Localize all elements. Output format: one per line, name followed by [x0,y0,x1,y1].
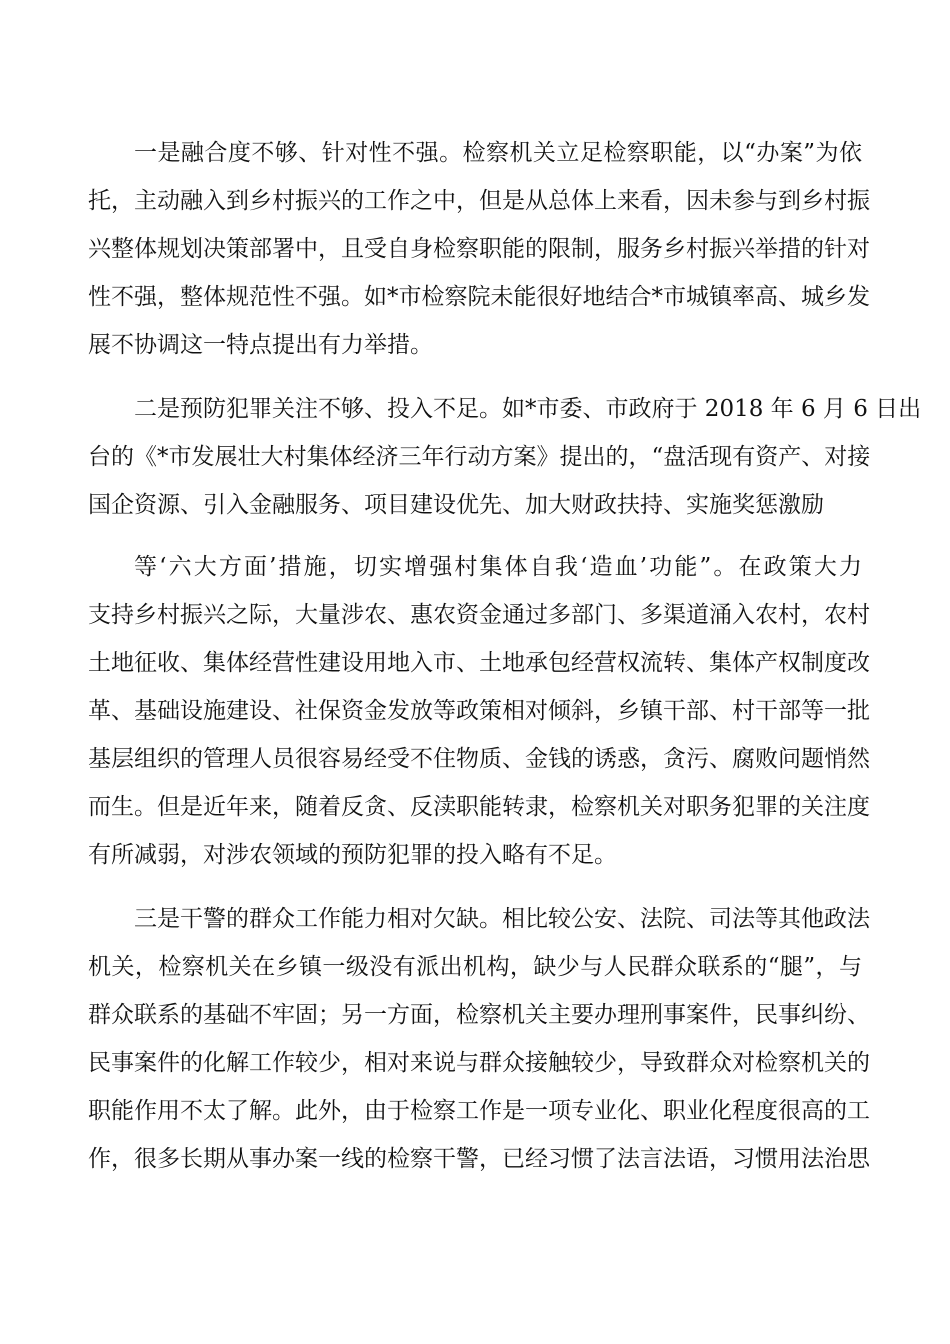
paragraph-1-line-5: 展不协调这一特点提出有力举措。 [88,332,433,358]
paragraph-2-line-2: 台的《*市发展壮大村集体经济三年行动方案》提出的，“盘活现有资产、对接 [88,444,871,470]
paragraph-3-line-2: 支持乡村振兴之际，大量涉农、惠农资金通过多部门、多渠道涌入农村，农村 [88,602,870,628]
paragraph-4-line-4: 民事案件的化解工作较少，相对来说与群众接触较少，导致群众对检察机关的 [88,1050,870,1076]
paragraph-1-line-3: 兴整体规划决策部署中，且受自身检察职能的限制，服务乡村振兴举措的针对 [88,236,870,262]
paragraph-1-line-1: 一是融合度不够、针对性不强。检察机关立足检察职能，以“办案”为依 [134,140,862,166]
paragraph-3-line-1: 等‘六大方面’措施，切实增强村集体自我‘造血’功能”。在政策大力 [134,554,862,580]
paragraph-2-line-3: 国企资源、引入金融服务、项目建设优先、加大财政扶持、实施奖惩激励 [88,492,824,518]
paragraph-4-line-2: 机关，检察机关在乡镇一级没有派出机构，缺少与人民群众联系的“腿”，与 [88,954,862,980]
paragraph-4-line-5: 职能作用不太了解。此外，由于检察工作是一项专业化、职业化程度很高的工 [88,1098,870,1124]
paragraph-2-line-1: 二是预防犯罪关注不够、投入不足。如*市委、市政府于 2018 年 6 月 6 日出 [134,396,922,422]
paragraph-1-line-4: 性不强，整体规范性不强。如*市检察院未能很好地结合*市城镇率高、城乡发 [88,284,870,310]
paragraph-3-line-6: 而生。但是近年来，随着反贪、反渎职能转隶，检察机关对职务犯罪的关注度 [88,794,870,820]
paragraph-4-line-1: 三是干警的群众工作能力相对欠缺。相比较公安、法院、司法等其他政法 [134,906,870,932]
paragraph-3-line-3: 土地征收、集体经营性建设用地入市、土地承包经营权流转、集体产权制度改 [88,650,870,676]
paragraph-3-line-5: 基层组织的管理人员很容易经受不住物质、金钱的诱惑，贪污、腐败问题悄然 [88,746,870,772]
paragraph-1-line-2: 托，主动融入到乡村振兴的工作之中，但是从总体上来看，因未参与到乡村振 [88,188,870,214]
paragraph-3-line-4: 革、基础设施建设、社保资金发放等政策相对倾斜，乡镇干部、村干部等一批 [88,698,870,724]
paragraph-3-line-7: 有所减弱，对涉农领域的预防犯罪的投入略有不足。 [88,842,617,868]
paragraph-4-line-6: 作，很多长期从事办案一线的检察干警，已经习惯了法言法语，习惯用法治思 [88,1146,870,1172]
paragraph-4-line-3: 群众联系的基础不牢固；另一方面，检察机关主要办理刑事案件，民事纠纷、 [88,1002,870,1028]
